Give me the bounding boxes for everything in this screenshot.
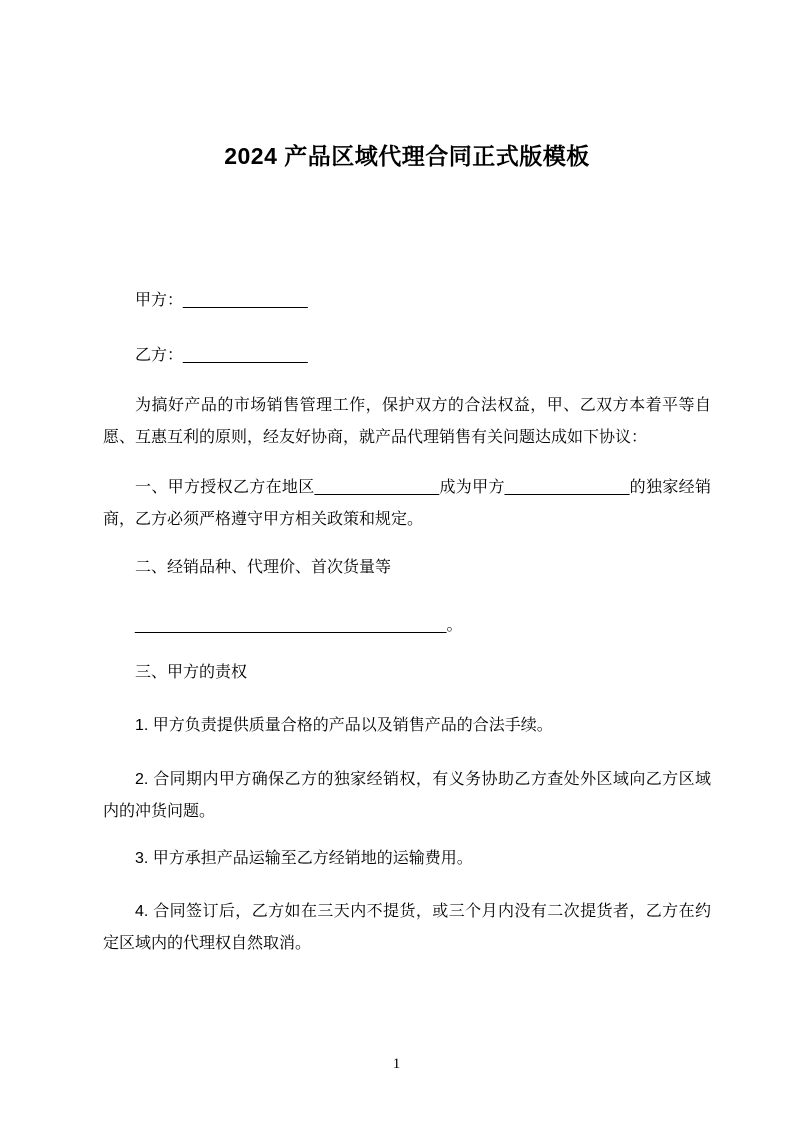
party-a-label: 甲方： [135, 292, 184, 309]
page-number: 1 [392, 1056, 401, 1072]
clause-two-blank-field: ___________________________________。 [135, 617, 463, 634]
party-b-line [103, 340, 711, 372]
party-a-blank-field: ______________ [183, 292, 308, 309]
clause-one-paragraph: 一、甲方授权乙方在地区______________成为甲方______________的独家经销商，乙方必须严格遵守甲方相关政策和规定。 [103, 479, 711, 528]
clause-three-heading: 三、甲方的责权 [135, 664, 248, 681]
party-b-label: 乙方： [135, 347, 184, 364]
clause-three-item-1: 1. 甲方负责提供质量合格的产品以及销售产品的合法手续。 [135, 717, 553, 734]
clause-two-heading: 二、经销品种、代理价、首次货量等 [135, 559, 392, 576]
preamble-paragraph: 为搞好产品的市场销售管理工作，保护双方的合法权益，甲、乙双方本着平等自愿、互惠互利的原则，经友好协商，就产品代理销售有关问题达成如下协议： [103, 397, 711, 446]
party-a-line [103, 285, 711, 317]
clause-three-item-3: 3. 甲方承担产品运输至乙方经销地的运输费用。 [135, 850, 473, 867]
party-b-blank-field: ______________ [183, 347, 308, 364]
document-body [103, 0, 711, 960]
clause-three-item-4: 4. 合同签订后，乙方如在三天内不提货，或三个月内没有二次提货者，乙方在约定区域内的代理权自然取消。 [103, 903, 711, 952]
clause-three-item-2: 2. 合同期内甲方确保乙方的独家经销权，有义务协助乙方查处外区域向乙方区域内的冲货问题。 [103, 771, 711, 820]
document-title: 2024 产品区域代理合同正式版模板 [224, 143, 590, 169]
